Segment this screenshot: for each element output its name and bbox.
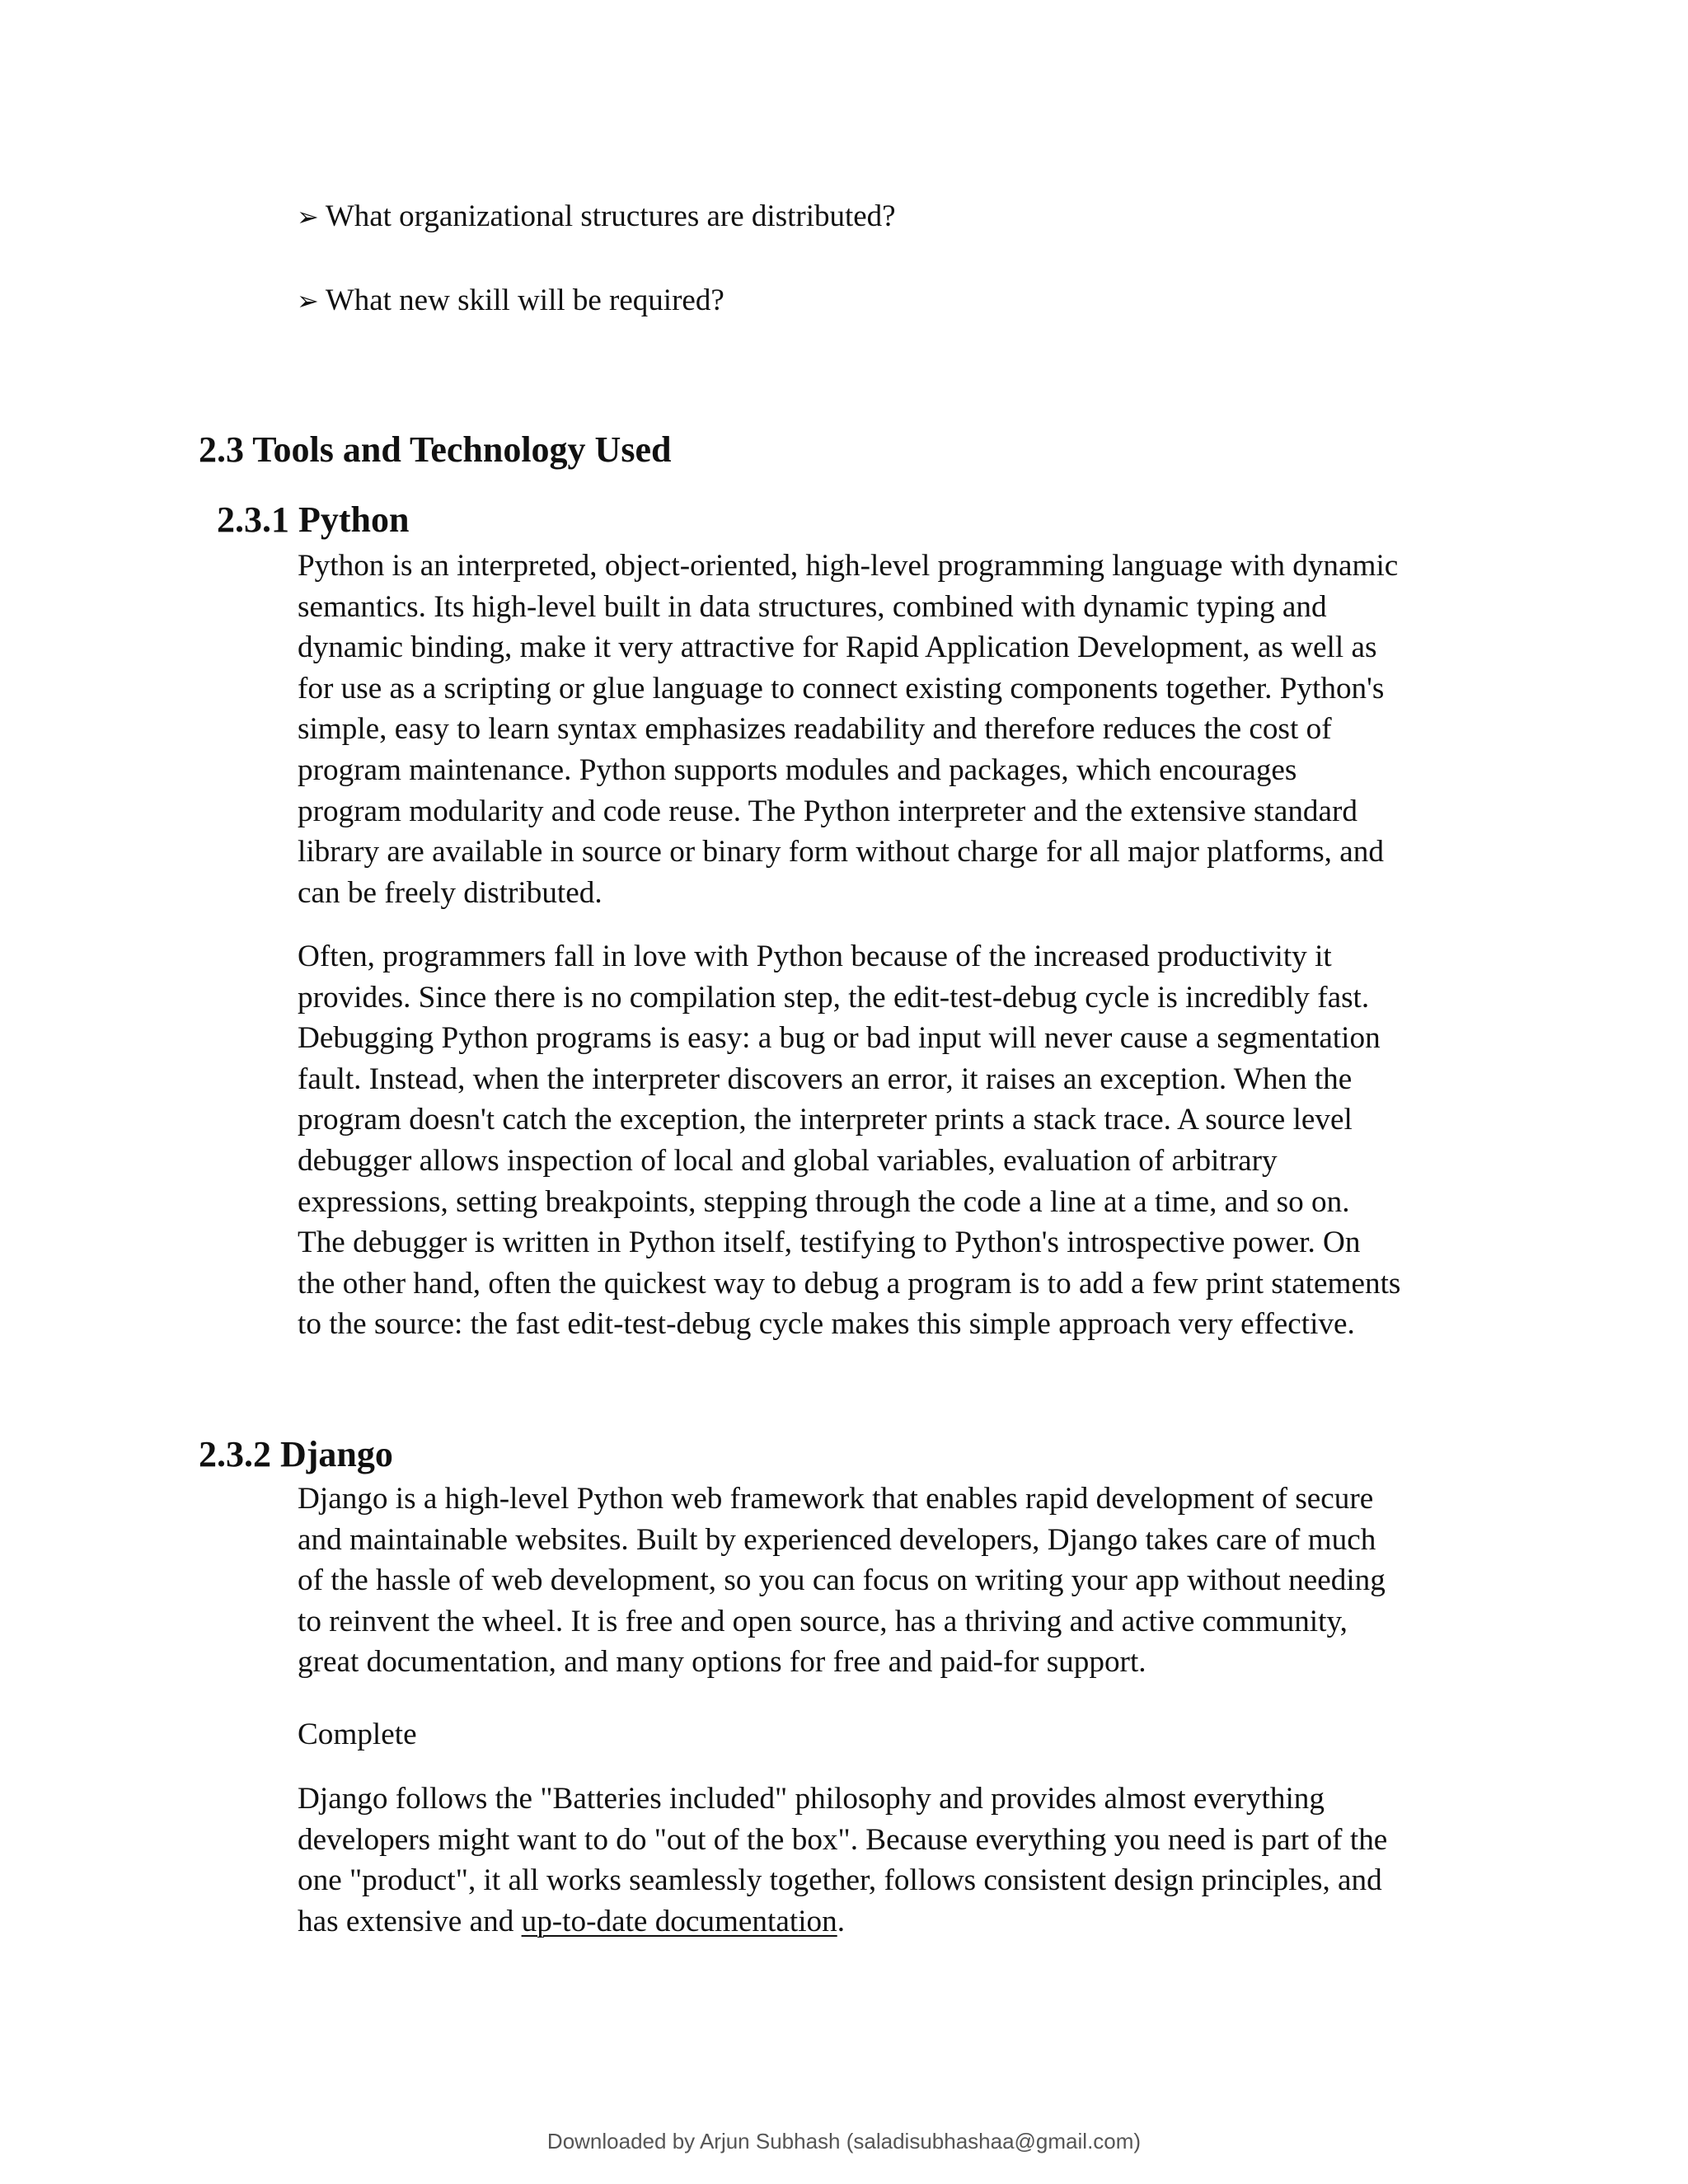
text-line: developers might want to do "out of the box". Because everything you need is part of the <box>298 1822 1388 1857</box>
text-line: program modularity and code reuse. The Python interpreter and the extensive standard <box>298 794 1358 828</box>
text-line: Django is a high-level Python web framework that enables rapid development of secure <box>298 1482 1374 1516</box>
text-line: Often, programmers fall in love with Python because of the increased productivity it <box>298 940 1332 973</box>
django-heading: 2.3.2 Django <box>199 1434 393 1474</box>
text-line: The debugger is written in Python itself, testifying to Python's introspective power. On <box>298 1226 1361 1260</box>
django-subheading <box>298 1714 1501 1755</box>
text-line: semantics. Its high-level built in data structures, combined with dynamic typing and <box>298 589 1327 624</box>
bullet-text: What new skill will be required? <box>325 284 724 317</box>
documentation-link[interactable]: up-to-date documentation <box>521 1904 837 1938</box>
text-line: Complete <box>298 1718 417 1751</box>
text-line: can be freely distributed. <box>298 875 603 910</box>
text-line <box>298 1901 1501 1943</box>
django-paragraph-1 <box>298 1479 1501 1683</box>
text-line: and maintainable websites. Built by experienced developers, Django takes care of much <box>298 1522 1376 1557</box>
python-paragraph-1 <box>298 546 1501 913</box>
text-line: to reinvent the wheel. It is free and open source, has a thriving and active community, <box>298 1604 1348 1638</box>
text-line: library are available in source or binary form without charge for all major platforms, and <box>298 835 1384 869</box>
text-line: to the source: the fast edit-test-debug cycle makes this simple approach very effective. <box>298 1307 1355 1342</box>
text-line: great documentation, and many options for free and paid-for support. <box>298 1645 1146 1680</box>
arrow-bullet-icon: ➢ <box>297 201 319 232</box>
text-line: provides. Since there is no compilation step, the edit-test-debug cycle is incredibly fast. <box>298 980 1370 1015</box>
text-line: fault. Instead, when the interpreter discovers an error, it raises an exception. When the <box>298 1062 1353 1096</box>
bullet-text: What organizational structures are distributed? <box>325 199 896 233</box>
text-line: debugger allows inspection of local and global variables, evaluation of arbitrary <box>298 1143 1278 1178</box>
download-footer: Downloaded by Arjun Subhash (saladisubhashaa@gmail.com) <box>546 2129 1142 2154</box>
python-paragraph-2 <box>298 936 1501 1345</box>
text-line: one "product", it all works seamlessly together, follows consistent design principles, and <box>298 1863 1382 1898</box>
text-line: dynamic binding, make it very attractive for Rapid Application Development, as well as <box>298 630 1377 665</box>
text-line: Django follows the "Batteries included" philosophy and provides almost everything <box>298 1782 1325 1816</box>
django-paragraph-2 <box>298 1779 1501 1942</box>
section-heading: 2.3 Tools and Technology Used <box>199 429 672 470</box>
bullet-item <box>297 196 896 237</box>
text-line: program doesn't catch the exception, the interpreter prints a stack trace. A source level <box>298 1103 1353 1137</box>
text-line: expressions, setting breakpoints, stepping through the code a line at a time, and so on. <box>298 1184 1350 1219</box>
arrow-bullet-icon: ➢ <box>297 285 319 316</box>
text-segment: has extensive and <box>298 1904 522 1938</box>
text-line: Debugging Python programs is easy: a bug or bad input will never cause a segmentation <box>298 1021 1381 1056</box>
python-heading: 2.3.1 Python <box>217 499 410 540</box>
text-line: Python is an interpreted, object-oriented, high-level programming language with dynamic <box>298 549 1399 583</box>
text-line: of the hassle of web development, so you can focus on writing your app without needing <box>298 1563 1386 1598</box>
text-line: simple, easy to learn syntax emphasizes readability and therefore reduces the cost of <box>298 712 1332 747</box>
text-segment: . <box>837 1904 846 1938</box>
bullet-item <box>297 280 724 321</box>
text-line: program maintenance. Python supports modules and packages, which encourages <box>298 752 1297 787</box>
text-line: the other hand, often the quickest way to debug a program is to add a few print statements <box>298 1266 1401 1301</box>
text-line: for use as a scripting or glue language to connect existing components together. Python's <box>298 671 1385 705</box>
